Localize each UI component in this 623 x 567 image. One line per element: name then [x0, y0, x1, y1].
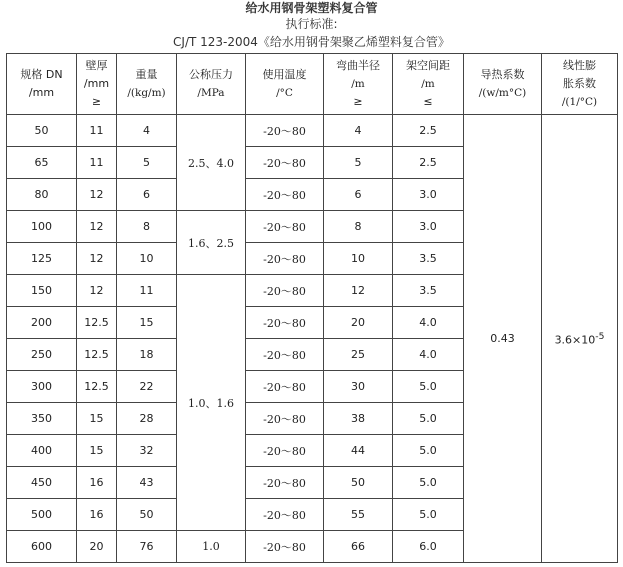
table-row — [7, 115, 618, 147]
cell-support-span: 3.0 — [393, 211, 464, 243]
cell-dn: 150 — [7, 275, 77, 307]
cell-dn: 65 — [7, 147, 77, 179]
cell-bend-radius: 8 — [324, 211, 393, 243]
cell-dn: 450 — [7, 467, 77, 499]
cell-dn: 400 — [7, 435, 77, 467]
cell-temperature: -20～80 — [246, 467, 324, 499]
cell-temperature: -20～80 — [246, 275, 324, 307]
cell-weight: 50 — [117, 499, 177, 531]
header-bend-radius: 弯曲半径 /m ≥ — [324, 54, 393, 115]
header-temperature: 使用温度 /°C — [246, 54, 324, 115]
cell-support-span: 3.5 — [393, 243, 464, 275]
header-dn: 规格 DN /mm — [7, 54, 77, 115]
cell-support-span: 2.5 — [393, 147, 464, 179]
cell-wall: 16 — [77, 499, 117, 531]
cell-dn: 100 — [7, 211, 77, 243]
cell-temperature: -20～80 — [246, 403, 324, 435]
cell-bend-radius: 20 — [324, 307, 393, 339]
cell-wall: 20 — [77, 531, 117, 563]
cell-support-span: 5.0 — [393, 467, 464, 499]
cell-pressure-group: 1.6、2.5 — [177, 211, 246, 275]
cell-dn: 250 — [7, 339, 77, 371]
cell-bend-radius: 38 — [324, 403, 393, 435]
cell-bend-radius: 5 — [324, 147, 393, 179]
cell-support-span: 5.0 — [393, 403, 464, 435]
cell-weight: 8 — [117, 211, 177, 243]
cell-bend-radius: 55 — [324, 499, 393, 531]
header-thermal-conductivity: 导热系数 /(w/m°C) — [464, 54, 542, 115]
cell-support-span: 3.5 — [393, 275, 464, 307]
cell-wall: 11 — [77, 147, 117, 179]
cell-weight: 5 — [117, 147, 177, 179]
cell-support-span: 3.0 — [393, 179, 464, 211]
cell-temperature: -20～80 — [246, 531, 324, 563]
header-thermal-expansion: 线性膨 胀系数 /(1/°C) — [542, 54, 618, 115]
cell-dn: 600 — [7, 531, 77, 563]
cell-weight: 43 — [117, 467, 177, 499]
cell-dn: 200 — [7, 307, 77, 339]
header-wall: 壁厚 /mm ≥ — [77, 54, 117, 115]
header-support-span: 架空间距 /m ≤ — [393, 54, 464, 115]
cell-temperature: -20～80 — [246, 179, 324, 211]
cell-dn: 80 — [7, 179, 77, 211]
cell-dn: 300 — [7, 371, 77, 403]
cell-weight: 28 — [117, 403, 177, 435]
cell-support-span: 4.0 — [393, 307, 464, 339]
standard-heading: 执行标准: — [285, 17, 338, 31]
cell-temperature: -20～80 — [246, 435, 324, 467]
cell-temperature: -20～80 — [246, 339, 324, 371]
cell-dn: 500 — [7, 499, 77, 531]
cell-weight: 11 — [117, 275, 177, 307]
cell-support-span: 5.0 — [393, 435, 464, 467]
cell-wall: 12 — [77, 211, 117, 243]
cell-support-span: 4.0 — [393, 339, 464, 371]
expansion-exponent: -5 — [595, 330, 605, 342]
cell-temperature: -20～80 — [246, 211, 324, 243]
cell-temperature: -20～80 — [246, 307, 324, 339]
cell-weight: 4 — [117, 115, 177, 147]
cell-wall: 12 — [77, 179, 117, 211]
cell-bend-radius: 12 — [324, 275, 393, 307]
cell-bend-radius: 66 — [324, 531, 393, 563]
cell-wall: 12.5 — [77, 307, 117, 339]
cell-support-span: 5.0 — [393, 499, 464, 531]
cell-pressure-group: 1.0 — [177, 531, 246, 563]
cell-bend-radius: 44 — [324, 435, 393, 467]
cell-bend-radius: 50 — [324, 467, 393, 499]
cell-wall: 11 — [77, 115, 117, 147]
cell-weight: 18 — [117, 339, 177, 371]
cell-temperature: -20～80 — [246, 115, 324, 147]
cell-temperature: -20～80 — [246, 243, 324, 275]
cell-wall: 12.5 — [77, 371, 117, 403]
cell-support-span: 5.0 — [393, 371, 464, 403]
cell-weight: 32 — [117, 435, 177, 467]
cell-thermal-expansion — [542, 115, 618, 563]
expansion-base: 3.6×10 — [554, 333, 596, 347]
cell-wall: 12.5 — [77, 339, 117, 371]
cell-wall: 16 — [77, 467, 117, 499]
cell-dn: 350 — [7, 403, 77, 435]
cell-temperature: -20～80 — [246, 147, 324, 179]
cell-bend-radius: 30 — [324, 371, 393, 403]
cell-bend-radius: 10 — [324, 243, 393, 275]
header-pressure: 公称压力 /MPa — [177, 54, 246, 115]
cell-wall: 12 — [77, 275, 117, 307]
cell-temperature: -20～80 — [246, 499, 324, 531]
standard-name: CJ/T 123-2004《给水用钢骨架聚乙烯塑料复合管》 — [173, 35, 450, 49]
cell-weight: 76 — [117, 531, 177, 563]
cell-weight: 10 — [117, 243, 177, 275]
cell-bend-radius: 25 — [324, 339, 393, 371]
page-title: 给水用钢骨架塑料复合管 — [245, 1, 378, 15]
cell-wall: 15 — [77, 403, 117, 435]
cell-pressure-group: 2.5、4.0 — [177, 115, 246, 211]
cell-support-span: 6.0 — [393, 531, 464, 563]
cell-thermal-conductivity: 0.43 — [464, 115, 542, 563]
header-row — [7, 54, 618, 115]
cell-weight: 15 — [117, 307, 177, 339]
cell-dn: 50 — [7, 115, 77, 147]
cell-pressure-group: 1.0、1.6 — [177, 275, 246, 531]
cell-weight: 22 — [117, 371, 177, 403]
cell-dn: 125 — [7, 243, 77, 275]
cell-wall: 15 — [77, 435, 117, 467]
cell-bend-radius: 4 — [324, 115, 393, 147]
cell-wall: 12 — [77, 243, 117, 275]
cell-bend-radius: 6 — [324, 179, 393, 211]
cell-support-span: 2.5 — [393, 115, 464, 147]
header-weight: 重量 /(kg/m) — [117, 54, 177, 115]
cell-temperature: -20～80 — [246, 371, 324, 403]
cell-weight: 6 — [117, 179, 177, 211]
spec-table — [6, 53, 618, 563]
